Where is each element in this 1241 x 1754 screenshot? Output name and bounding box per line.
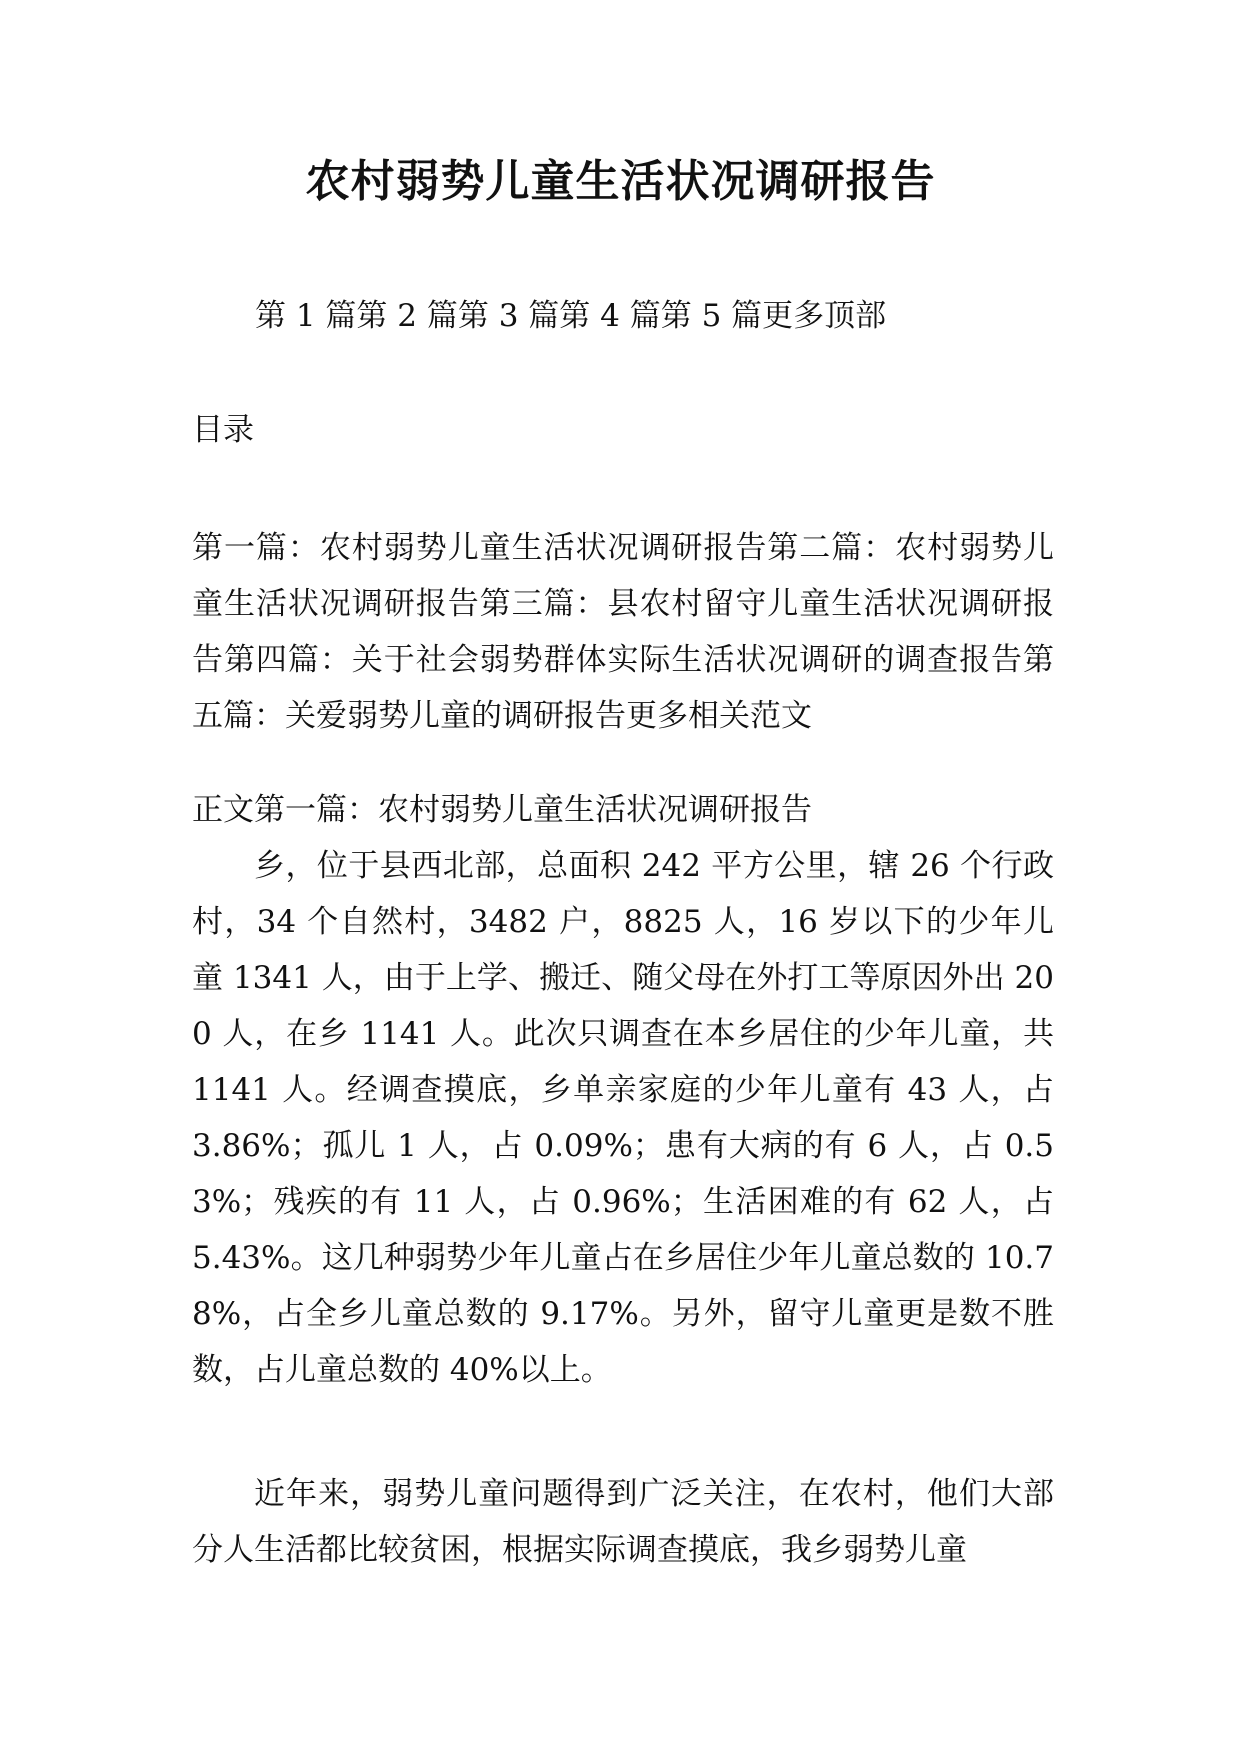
body-heading: 正文第一篇：农村弱势儿童生活状况调研报告: [192, 792, 812, 828]
chapter-navigation-links[interactable]: 第 1 篇第 2 篇第 3 篇第 4 篇第 5 篇更多顶部: [255, 298, 887, 334]
body-paragraph-2: 近年来，弱势儿童问题得到广泛关注，在农村，他们大部分人生活都比较贫困，根据实际调查摸底，我乡弱势儿童: [192, 1476, 1054, 1568]
document-title: 农村弱势儿童生活状况调研报告: [305, 156, 936, 207]
toc-heading: 目录: [192, 412, 254, 448]
body-paragraph-1: 乡，位于县西北部，总面积 242 平方公里，辖 26 个行政村，34 个自然村，3482 户，8825 人，16 岁以下的少年儿童 1341 人，由于上学、搬迁、随父母在外打工等原因外出 200 人，在乡 1141 人。此次只调查在本乡居住的少年儿童，共 1141 人。经调查摸底，乡单亲家庭的少年儿童有 43 人，占 3.86%；孤儿 1 人，占 0.09%；患有大病的有 6 人，占 0.53%；残疾的有 11 人，占 0.96%；生活困难的有 62 人，占 5.43%。这几种弱势少年儿童占在乡居住少年儿童总数的 10.78%，占全乡儿童总数的 9.17%。另外，留守儿童更是数不胜数，占儿童总数的 40%以上。: [192, 848, 1054, 1388]
toc-list: 第一篇：农村弱势儿童生活状况调研报告第二篇：农村弱势儿童生活状况调研报告第三篇：县农村留守儿童生活状况调研报告第四篇：关于社会弱势群体实际生活状况调研的调查报告第五篇：关爱弱势儿童的调研报告更多相关范文: [192, 530, 1054, 734]
